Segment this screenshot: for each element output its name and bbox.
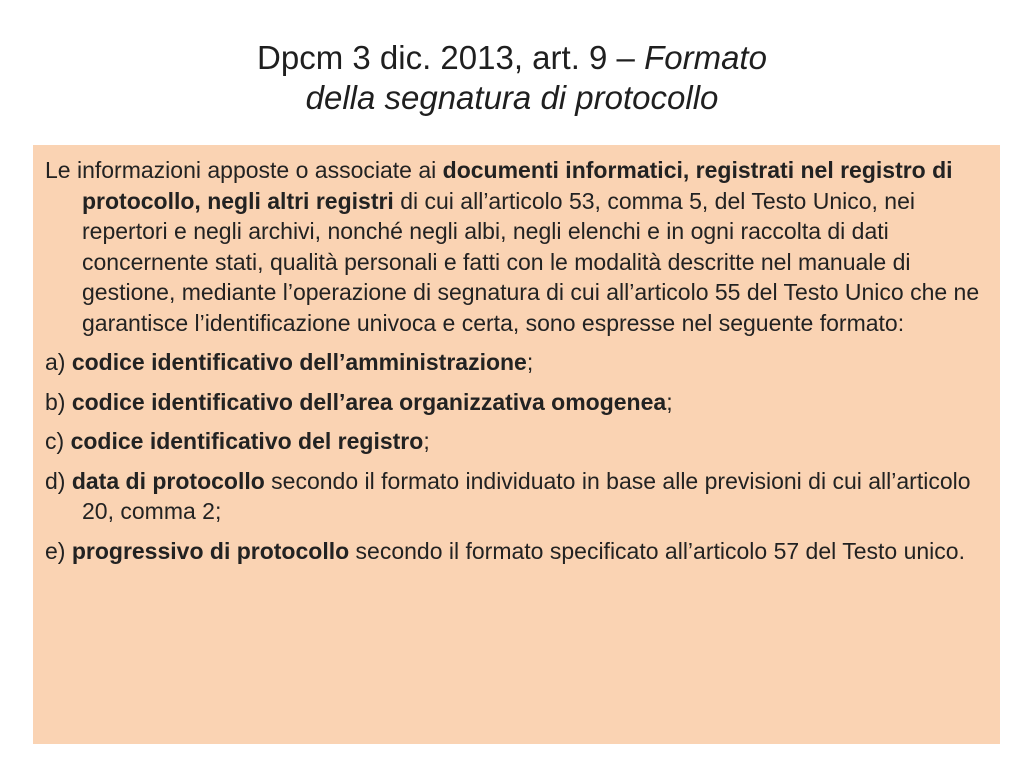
intro-bold: documenti informatici, registrati nel registro di protocollo, negli altri registri (82, 157, 953, 214)
list-item-b (45, 387, 982, 418)
title-italic-text: Formato (644, 39, 767, 76)
item-bold: progressivo di protocollo (71, 537, 350, 564)
item-bold: codice identificativo dell’area organizzativa omogenea (71, 388, 667, 415)
slide-title (0, 38, 1024, 118)
item-letter: d) (45, 467, 72, 494)
item-letter: b) (45, 388, 72, 415)
list-item-c (45, 426, 982, 457)
item-letter: a) (45, 349, 72, 375)
intro-paragraph (45, 155, 982, 338)
intro-post: di cui all’articolo 53, comma 5, del Testo Unico, nei repertori e negli archivi, nonché negli albi, negli elenchi e in ogni raccolta di dati concernente stati, qualità personali e fatti con le modalità descritte nel manuale di gestione, mediante l’operazione di segnatura di cui all’articolo 55 del Testo Unico che ne garantisce l’identificazione univoca e certa, sono espresse nel seguente formato: (82, 187, 980, 336)
item-bold: codice identificativo dell’amministrazione (71, 349, 527, 375)
item-rest: ; (526, 349, 534, 375)
item-rest: ; (423, 428, 430, 454)
item-letter: c) (45, 428, 71, 454)
item-bold: codice identificativo del registro (70, 428, 424, 454)
title-italic-text-2: della segnatura di protocollo (305, 79, 719, 116)
intro-pre: Le informazioni apposte o associate ai (45, 157, 443, 183)
list-item-a (45, 347, 982, 378)
title-plain-text: Dpcm 3 dic. 2013, art. 9 – (257, 39, 645, 76)
item-letter: e) (45, 537, 72, 564)
item-rest: secondo il formato specificato all’articolo 57 del Testo unico. (349, 537, 965, 564)
title-line-1 (0, 38, 1024, 78)
content-box (33, 145, 1000, 744)
list-item-d (45, 466, 982, 527)
item-rest: secondo il formato individuato in base alle previsioni di cui all’articolo 20, comma 2; (82, 467, 971, 524)
item-rest: ; (666, 388, 673, 415)
item-bold: data di protocollo (71, 467, 265, 494)
title-line-2 (0, 78, 1024, 118)
list-item-e (45, 536, 982, 567)
